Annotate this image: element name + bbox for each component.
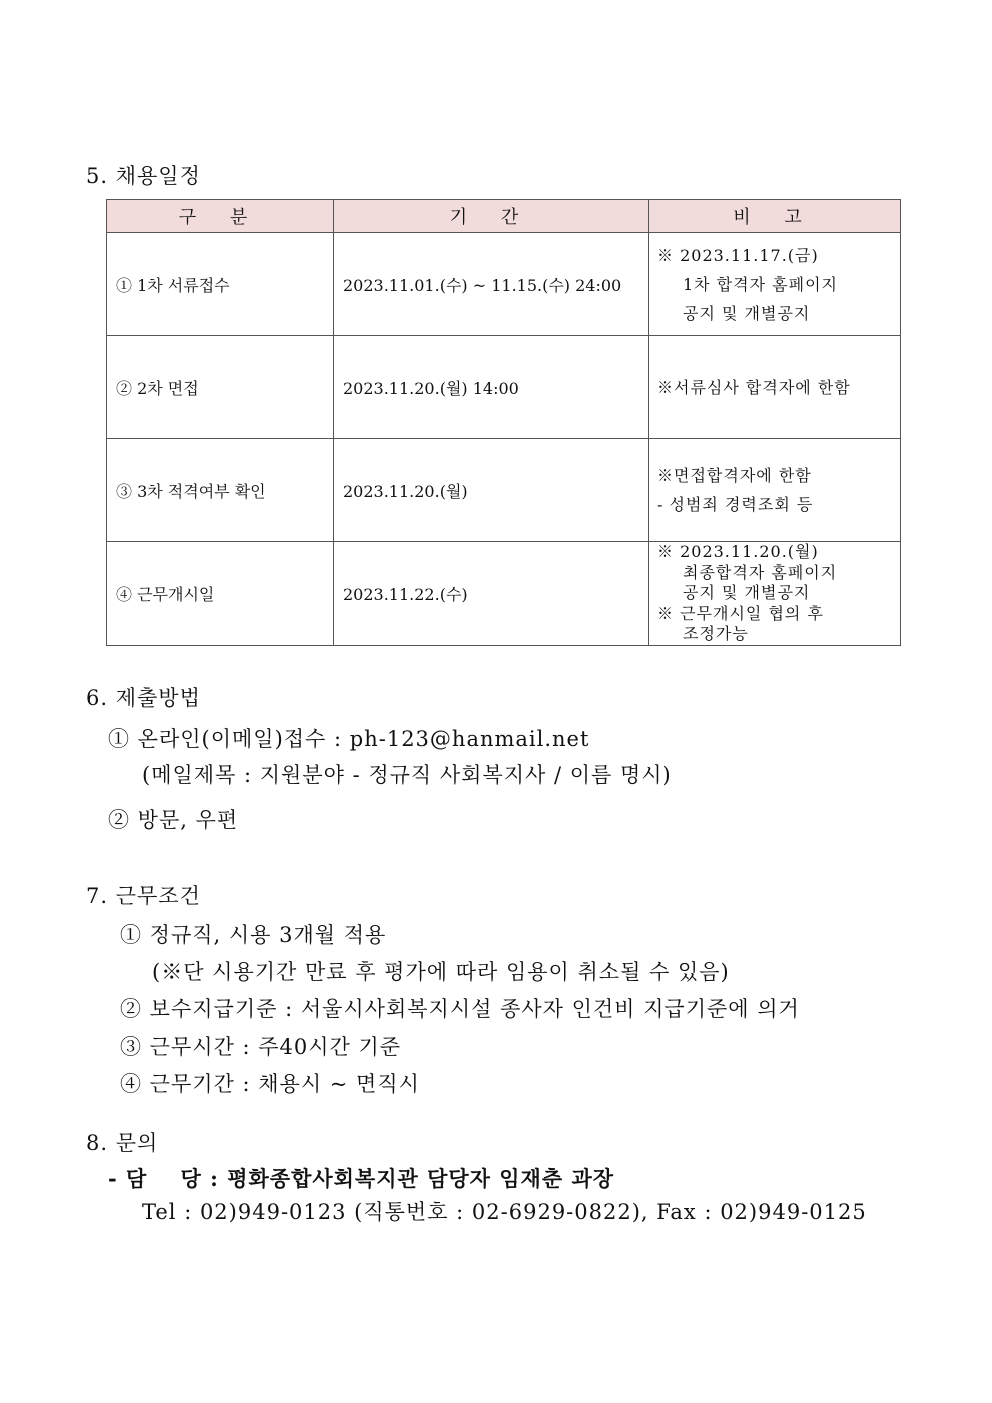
section-5-title: 5. 채용일정 (86, 164, 201, 188)
row-label: ② 2차 면접 (107, 336, 334, 439)
row-label: ① 1차 서류접수 (107, 233, 334, 336)
condition-pay: ② 보수지급기준 : 서울시사회복지시설 종사자 인건비 지급기준에 의거 (120, 997, 800, 1021)
note-line: ※ 2023.11.17.(금) (657, 245, 819, 265)
condition-employment: ① 정규직, 시용 3개월 적용 (120, 923, 387, 947)
row-label: ④ 근무개시일 (107, 542, 334, 646)
table-row (107, 542, 901, 646)
condition-hours: ③ 근무시간 : 주40시간 기준 (120, 1035, 402, 1059)
condition-employment-note: (※단 시용기간 만료 후 평가에 따라 임용이 취소될 수 있음) (152, 960, 730, 984)
row-period: 2023.11.20.(월) 14:00 (334, 336, 649, 439)
submit-online-note: (메일제목 : 지원분야 - 정규직 사회복지사 / 이름 명시) (142, 763, 672, 787)
table-header-row (107, 200, 901, 233)
note-line: ※서류심사 합격자에 한함 (657, 377, 851, 397)
note-line: 조정가능 (683, 624, 749, 643)
schedule-table (106, 199, 901, 646)
header-remarks: 비 고 (649, 200, 901, 233)
section-7-title: 7. 근무조건 (86, 884, 201, 908)
row-notes (649, 233, 901, 336)
table-row (107, 439, 901, 542)
condition-period: ④ 근무기간 : 채용시 ~ 면직시 (120, 1072, 420, 1096)
row-period: 2023.11.22.(수) (334, 542, 649, 646)
contact-person: - 담 당 : 평화종합사회복지관 담당자 임재춘 과장 (108, 1166, 615, 1191)
note-line: ※ 근무개시일 협의 후 (657, 603, 824, 623)
table-row (107, 336, 901, 439)
note-line: ※면접합격자에 한함 (657, 466, 812, 485)
header-period: 기 간 (334, 200, 649, 233)
note-line: 공지 및 개별공지 (683, 303, 811, 323)
section-8-title: 8. 문의 (86, 1131, 159, 1155)
submit-visit-mail: ② 방문, 우편 (108, 808, 239, 832)
row-period: 2023.11.20.(월) (334, 439, 649, 542)
row-period: 2023.11.01.(수) ~ 11.15.(수) 24:00 (334, 233, 649, 336)
row-label: ③ 3차 적격여부 확인 (107, 439, 334, 542)
contact-phone: Tel : 02)949-0123 (직통번호 : 02-6929-0822), Fax : 02)949-0125 (142, 1200, 867, 1224)
note-line: 최종합격자 홈페이지 (683, 562, 838, 582)
row-notes (649, 542, 901, 646)
note-line: ※ 2023.11.20.(월) (657, 542, 819, 561)
note-line: 공지 및 개별공지 (683, 583, 811, 602)
row-notes (649, 336, 901, 439)
submit-online: ① 온라인(이메일)접수 : ph-123@hanmail.net (108, 727, 590, 751)
table-row (107, 233, 901, 336)
note-line: - 성범죄 경력조회 등 (657, 495, 814, 514)
header-category: 구 분 (107, 200, 334, 233)
row-notes (649, 439, 901, 542)
section-6-title: 6. 제출방법 (86, 686, 201, 710)
note-line: 1차 합격자 홈페이지 (683, 274, 838, 294)
